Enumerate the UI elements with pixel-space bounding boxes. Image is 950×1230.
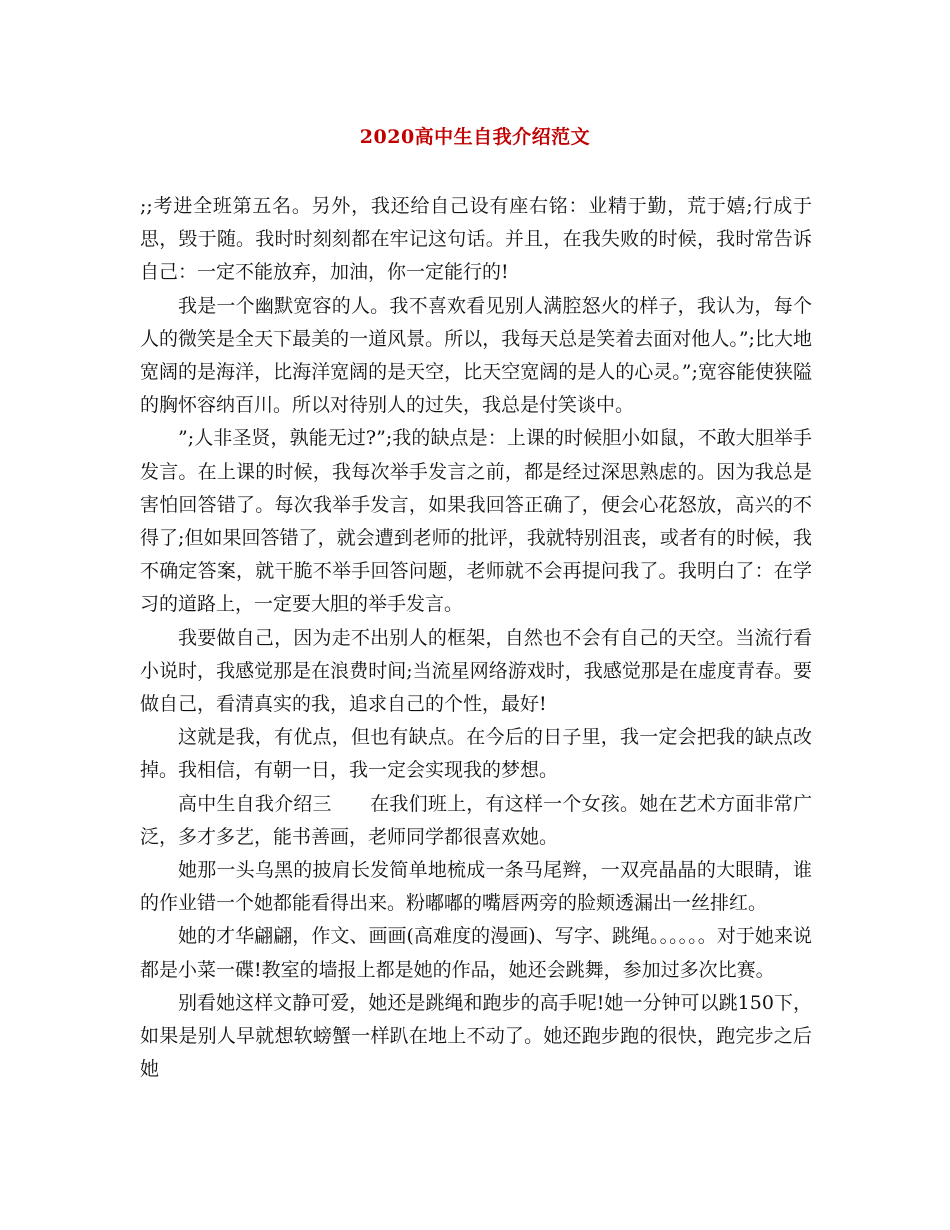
paragraph-9: 别看她这样文静可爱，她还是跳绳和跑步的高手呢!她一分钟可以跳150下，如果是别人早就想软螃蟹一样趴在地上不动了。她还跑步跑的很快，跑完步之后她 xyxy=(140,991,812,1081)
paragraph-8: 她的才华翩翩，作文、画画(高难度的漫画)、写字、跳绳。。。。。。对于她来说都是小菜一碟!教室的墙报上都是她的作品，她还会跳舞，参加过多次比赛。 xyxy=(140,925,812,981)
document-body xyxy=(140,190,812,1086)
paragraph-6: 高中生自我介绍三 在我们班上，有这样一个女孩。她在艺术方面非常广泛，多才多艺，能书善画，老师同学都很喜欢她。 xyxy=(140,792,812,848)
paragraph-7: 她那一头乌黑的披肩长发简单地梳成一条马尾辫，一双亮晶晶的大眼睛，谁的作业错一个她都能看得出来。粉嘟嘟的嘴唇两旁的脸颊透漏出一丝排红。 xyxy=(140,859,812,915)
document-title: 2020高中生自我介绍范文 xyxy=(359,126,591,148)
paragraph-1: ;;考进全班第五名。另外，我还给自己设有座右铭：业精于勤，荒于嬉;行成于思，毁于随。我时时刻刻都在牢记这句话。并且，在我失败的时候，我时常告诉自己：一定不能放弃，加油，你一定能行的! xyxy=(140,195,812,284)
paragraph-5: 这就是我，有优点，但也有缺点。在今后的日子里，我一定会把我的缺点改掉。我相信，有朝一日，我一定会实现我的梦想。 xyxy=(140,726,812,782)
paragraph-4: 我要做自己，因为走不出别人的框架，自然也不会有自己的天空。当流行看小说时，我感觉那是在浪费时间;当流星网络游戏时，我感觉那是在虚度青春。要做自己，看清真实的我，追求自己的个性，最好! xyxy=(140,626,812,716)
paragraph-2: 我是一个幽默宽容的人。我不喜欢看见别人满腔怒火的样子，我认为，每个人的微笑是全天下最美的一道风景。所以，我每天总是笑着去面对他人。”;比大地宽阔的是海洋，比海洋宽阔的是天空，比天空宽阔的是人的心灵。”;宽容能使狭隘的胸怀容纳百川。所以对待别人的过失，我总是付笑谈中。 xyxy=(140,294,812,417)
paragraph-3: ”;人非圣贤，孰能无过?”;我的缺点是：上课的时候胆小如鼠，不敢大胆举手发言。在上课的时候，我每次举手发言之前，都是经过深思熟虑的。因为我总是害怕回答错了。每次我举手发言，如果我回答正确了，便会心花怒放，高兴的不得了;但如果回答错了，就会遭到老师的批评，我就特别沮丧，或者有的时候，我不确定答案，就干脆不举手回答问题，老师就不会再提问我了。我明白了：在学习的道路上，一定要大胆的举手发言。 xyxy=(140,427,812,616)
